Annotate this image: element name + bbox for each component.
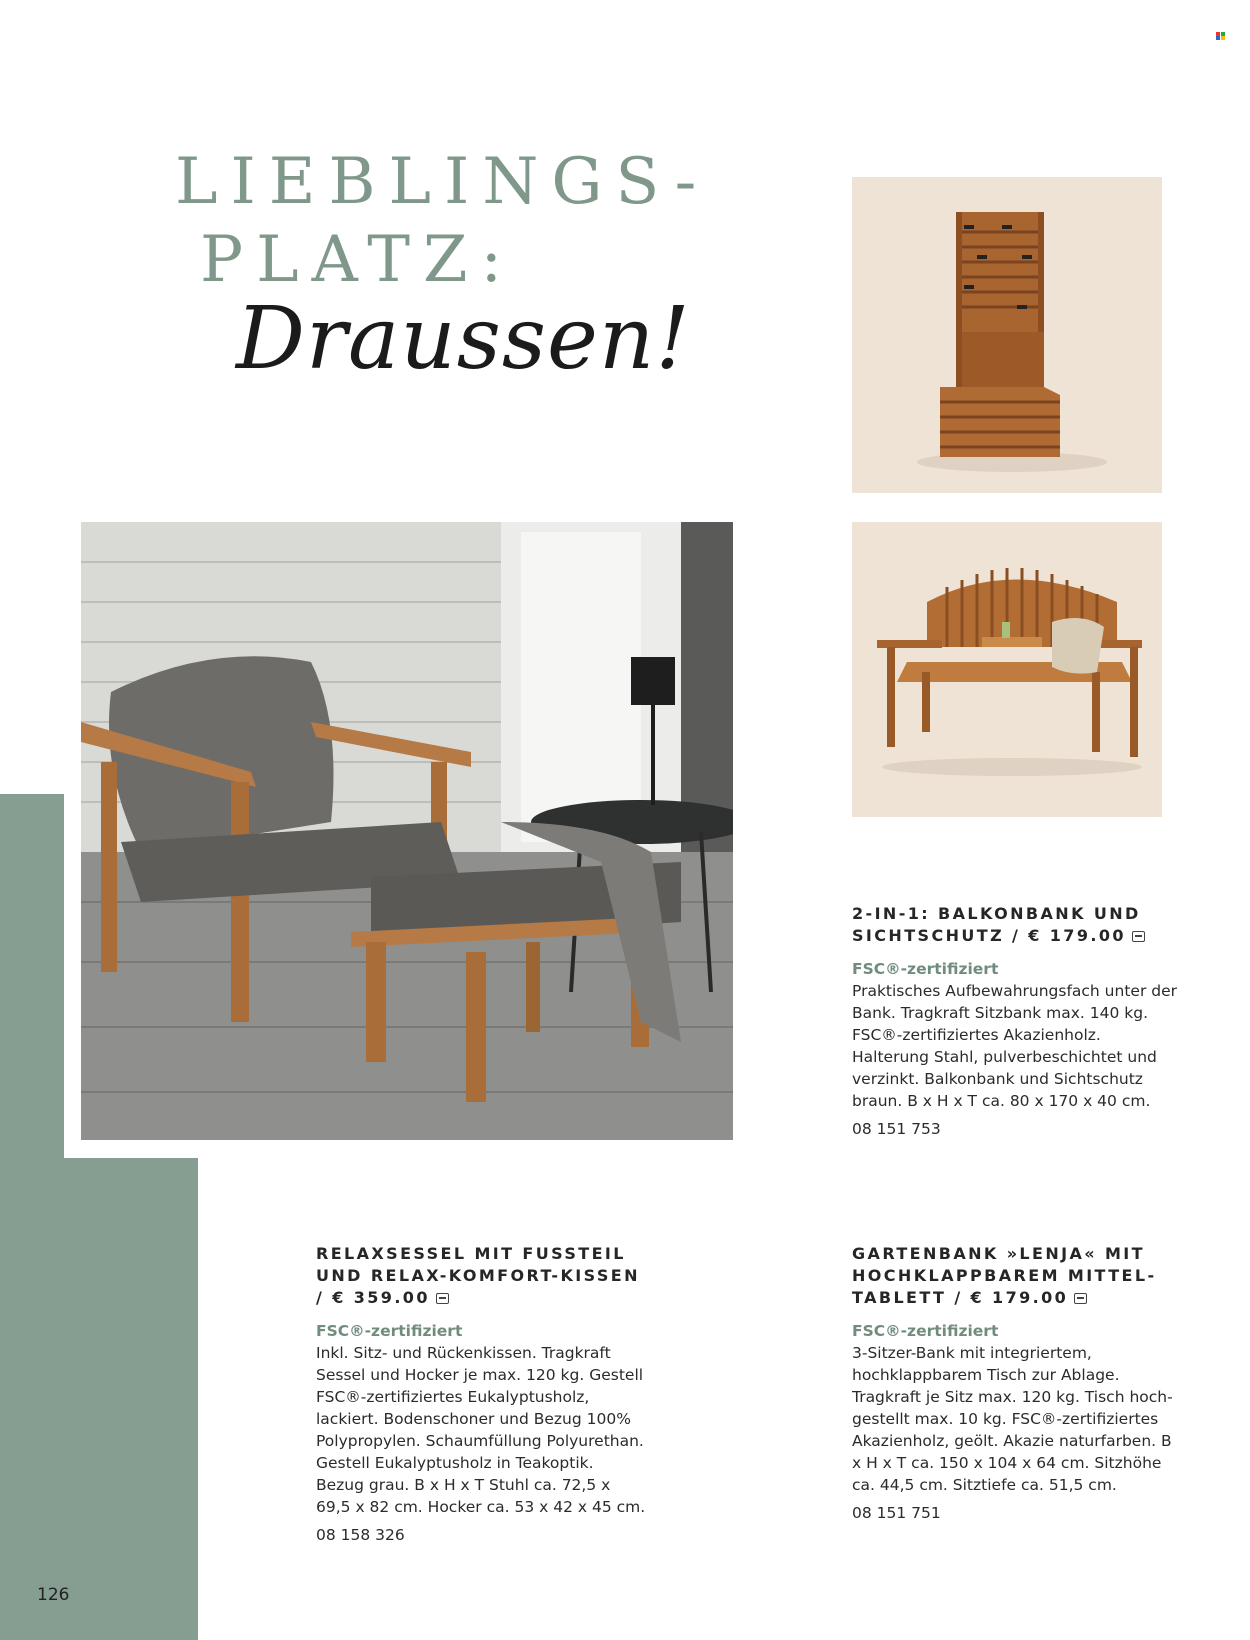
fsc-certified-label: FSC®-zertifiziert [852, 960, 999, 978]
product-title: 2-IN-1: BALKONBANK UND SICHTSCHUTZ / € 179.00 [852, 903, 1182, 947]
article-number: 08 158 326 [316, 1526, 405, 1544]
product-description: Praktisches Aufbewahrungsfach unter der Bank. Tragkraft Sitzbank max. 140 kg. FSC®-zertifiziertes Akazienholz. Halterung Stahl, pulverbeschichtet und verzinkt. Balkonbank und Sichtschutz braun. B x H x T ca. 80 x 170 x 40 cm. [852, 982, 1177, 1110]
corner-color-dots [1216, 32, 1226, 40]
product-description: 3-Sitzer-Bank mit integriertem, hochklappbarem Tisch zur Ablage. Tragkraft je Sitz max. 120 kg. Tisch hoch-gestellt max. 10 kg. FSC®-zertifiziertes Akazienholz, geölt. Akazie naturfarben. B x H x T ca. 150 x 104 x 64 cm. Sitzhöhe ca. 44,5 cm. Sitztiefe ca. 51,5 cm. [852, 1344, 1173, 1494]
delivery-box-icon [1074, 1293, 1087, 1304]
delivery-box-icon [1132, 931, 1145, 942]
article-number: 08 151 751 [852, 1504, 941, 1522]
page-number: 126 [37, 1585, 70, 1605]
product-relaxsessel [316, 1243, 646, 1546]
product-title: RELAXSESSEL MIT FUSSTEIL UND RELAX-KOMFORT-KISSEN / € 359.00 [316, 1244, 640, 1307]
headline-script: Draussen! [236, 289, 691, 389]
delivery-box-icon [436, 1293, 449, 1304]
product-description: Inkl. Sitz- und Rückenkissen. Tragkraft Sessel und Hocker je max. 120 kg. Gestell FSC®-zertifiziertes Eukalyptusholz, lackiert. Bodenschoner und Bezug 100% Polypropylen. Schaumfüllung Polyurethan. Gestell Eukalyptusholz in Teakoptik. Bezug grau. B x H x T Stuhl ca. 72,5 x 69,5 x 82 cm. Hocker ca. 53 x 42 x 45 cm. [316, 1344, 646, 1516]
green-accent-block-lower [0, 1158, 198, 1640]
fsc-certified-label: FSC®-zertifiziert [316, 1322, 463, 1340]
article-number: 08 151 753 [852, 1120, 941, 1138]
relaxsessel-photo [81, 522, 733, 1140]
balkonbank-photo [852, 177, 1162, 493]
headline-line-1: LIEBLINGS- [175, 145, 710, 219]
product-title: GARTENBANK »LENJA« MIT HOCHKLAPPBAREM MITTEL-TABLETT / € 179.00 [852, 1244, 1157, 1307]
gartenbank-photo [852, 522, 1162, 817]
headline-line-2: PLATZ: [200, 223, 515, 297]
product-gartenbank [852, 1243, 1182, 1524]
fsc-certified-label: FSC®-zertifiziert [852, 1322, 999, 1340]
product-balkonbank [852, 903, 1182, 1140]
